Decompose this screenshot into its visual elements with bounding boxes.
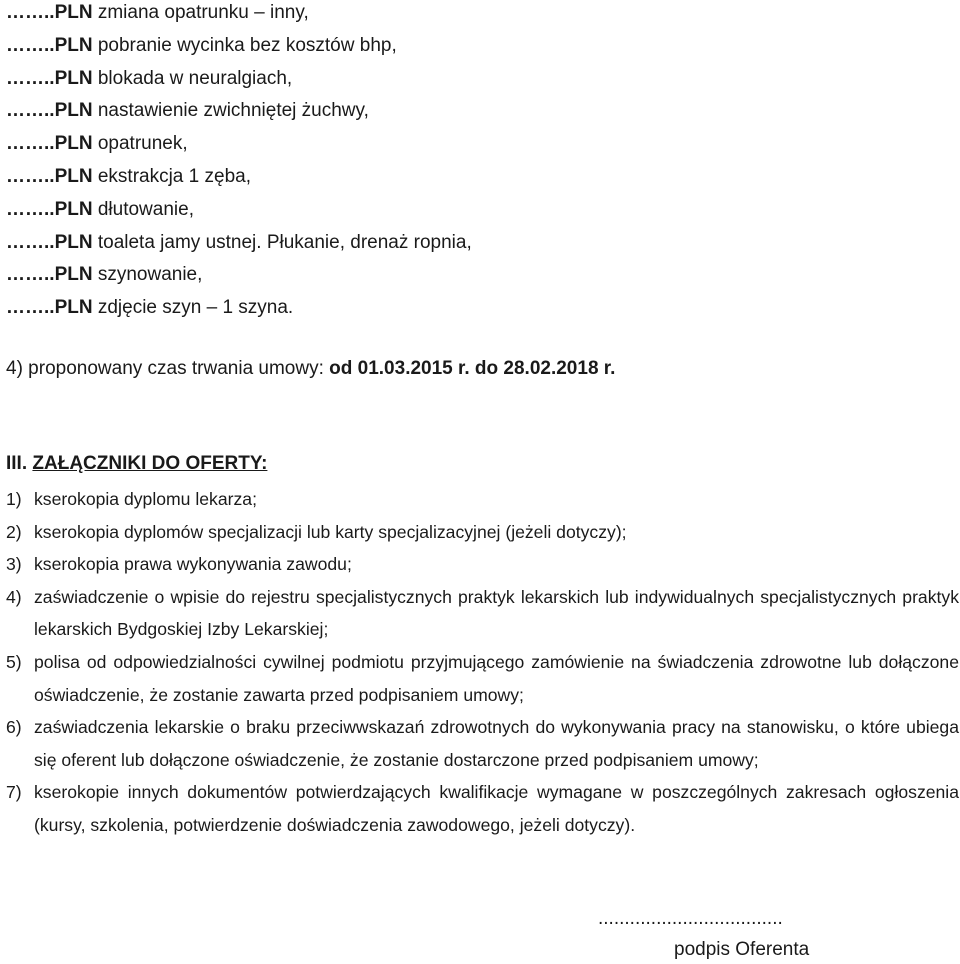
price-line — [6, 33, 472, 66]
service-name: opatrunek, — [97, 133, 188, 155]
price-line — [6, 131, 472, 164]
price-placeholder: …….. — [6, 231, 55, 253]
price-placeholder: …….. — [6, 165, 55, 187]
list-item — [6, 776, 959, 841]
currency: PLN — [54, 100, 93, 122]
service-name: blokada w neuralgiach, — [97, 67, 293, 89]
item-text: kserokopia dyplomu lekarza; — [34, 489, 257, 509]
currency: PLN — [54, 165, 93, 187]
price-line — [6, 230, 472, 263]
signature-label: podpis Oferenta — [674, 939, 810, 960]
item-number: 2) — [6, 521, 22, 542]
price-placeholder: …….. — [6, 198, 55, 220]
list-item — [6, 646, 959, 711]
service-name: szynowanie, — [97, 264, 203, 286]
item-number: 6) — [6, 717, 22, 738]
item-number: 4) — [6, 586, 22, 607]
item-text: kserokopia dyplomów specjalizacji lub karty specjalizacyjnej (jeżeli dotyczy); — [34, 521, 627, 542]
item-number: 7) — [6, 782, 22, 803]
item-text: zaświadczenia lekarskie o braku przeciwwskazań zdrowotnych do wykonywania pracy na stanowisku, o które ubiega się oferent lub dołączone oświadczenie, że zostanie dostarczone przed podpisaniem umowy; — [34, 717, 959, 770]
currency: PLN — [54, 34, 93, 56]
duration-value: od 01.03.2015 r. do 28.02.2018 r. — [329, 358, 616, 379]
price-line — [6, 164, 472, 197]
currency: PLN — [54, 2, 93, 23]
price-line — [6, 295, 472, 328]
price-placeholder: …….. — [6, 297, 55, 319]
contract-duration — [6, 356, 615, 381]
price-list — [6, 0, 472, 328]
price-line — [6, 197, 472, 230]
item-text: kserokopia prawa wykonywania zawodu; — [34, 554, 352, 575]
item-text: polisa od odpowiedzialności cywilnej podmiotu przyjmującego zamówienie na świadczenia zdrowotne lub dołączone oświadczenie, że zostanie zawarta przed podpisaniem umowy; — [34, 651, 959, 705]
price-placeholder: …….. — [6, 100, 55, 122]
section-heading — [6, 451, 267, 476]
service-name: nastawienie zwichniętej żuchwy, — [97, 100, 369, 122]
service-name: ekstrakcja 1 zęba, — [97, 165, 251, 187]
service-name: zmiana opatrunku – inny, — [97, 2, 309, 23]
section-title: ZAŁĄCZNIKI DO OFERTY: — [32, 453, 268, 474]
item-number: 3) — [6, 554, 22, 575]
price-placeholder: …….. — [6, 67, 55, 89]
service-name: zdjęcie szyn – 1 szyna. — [97, 297, 294, 319]
list-item — [6, 516, 959, 549]
price-line — [6, 0, 472, 33]
list-item — [6, 483, 959, 516]
list-item — [6, 581, 959, 646]
price-line — [6, 98, 472, 131]
price-placeholder: …….. — [6, 2, 55, 23]
item-text: kserokopie innych dokumentów potwierdzających kwalifikacje wymagane w poszczególnych zakresach ogłoszenia (kursy, szkolenia, potwierdzenie doświadczenia zawodowego, jeżeli dotyczy). — [34, 782, 959, 835]
item-number: 5) — [6, 651, 22, 672]
service-name: toaleta jamy ustnej. Płukanie, drenaż ropnia, — [97, 231, 472, 253]
service-name: pobranie wycinka bez kosztów bhp, — [97, 34, 397, 56]
attachments-list — [6, 483, 959, 842]
list-item — [6, 711, 959, 776]
service-name: dłutowanie, — [97, 198, 194, 220]
price-line — [6, 262, 472, 295]
price-line — [6, 66, 472, 99]
price-placeholder: …….. — [6, 34, 55, 56]
list-item — [6, 548, 959, 581]
currency: PLN — [54, 198, 93, 220]
currency: PLN — [54, 133, 93, 155]
currency: PLN — [54, 67, 93, 89]
price-placeholder: …….. — [6, 264, 55, 286]
signature-line: ................................... — [598, 908, 783, 929]
currency: PLN — [54, 297, 93, 319]
currency: PLN — [54, 264, 93, 286]
item-number: 1) — [6, 489, 22, 509]
price-placeholder: …….. — [6, 133, 55, 155]
duration-label: 4) proponowany czas trwania umowy: — [6, 358, 324, 379]
currency: PLN — [54, 231, 93, 253]
item-text: zaświadczenie o wpisie do rejestru specjalistycznych praktyk lekarskich lub indywidualnych specjalistycznych praktyk lekarskich Bydgoskiej Izby Lekarskiej; — [34, 586, 959, 640]
section-number: III. — [6, 453, 28, 474]
